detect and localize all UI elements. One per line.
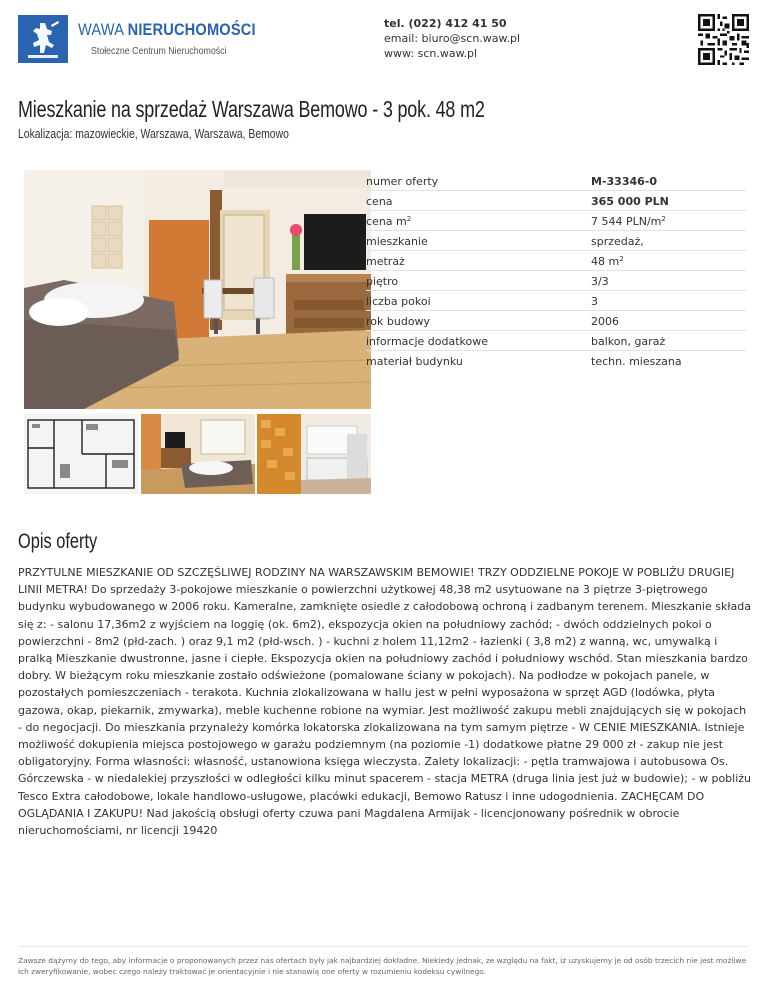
detail-row-floor [366, 271, 746, 291]
detail-value: techn. mieszana [591, 355, 682, 368]
detail-label: piętro [366, 275, 399, 288]
detail-row-offer-number [366, 171, 746, 191]
detail-value: 365 000 PLN [591, 195, 669, 208]
detail-row-additional-info [366, 331, 746, 351]
detail-value: 3 [591, 295, 598, 308]
thumbnail-kitchen[interactable] [257, 414, 371, 494]
detail-row-price [366, 191, 746, 211]
detail-label: rok budowy [366, 315, 431, 328]
detail-label: liczba pokoi [366, 295, 431, 308]
detail-label: cena [366, 195, 393, 208]
contact-email[interactable]: email: biuro@scn.waw.pl [384, 32, 521, 45]
contact-phone[interactable]: tel. (022) 412 41 50 [384, 17, 507, 30]
detail-value: 48 $m^2$ [591, 255, 624, 268]
detail-label: informacje dodatkowe [366, 335, 489, 348]
page-title: Mieszkanie na sprzedaż Warszawa Bemowo - 3 pok. 48 m2 [18, 96, 485, 122]
detail-row-rooms [366, 291, 746, 311]
thumbnail-floor-plan[interactable] [24, 414, 138, 494]
detail-value: sprzedaż, [591, 235, 644, 248]
brand-subtitle: Stołeczne Centrum Nieruchomości [91, 46, 227, 57]
footer-disclaimer: Zawsze dążymy do tego, aby informacje o proponowanych przez nas ofertach były jak najbardziej dokładne. Niekiedy jednak, ze względu na fakt, iż uzyskujemy je od osób trzecich nie jest możliwe ich zweryfikowanie, wobec czego należy traktować je orientacyjnie i nie stanowią one oferty w rozumieniu kodeksu cywilnego. [18, 946, 748, 977]
detail-value: 3/3 [591, 275, 609, 288]
detail-value: balkon, garaż [591, 335, 666, 348]
detail-label: cena $m^2$ [366, 215, 412, 228]
description-heading: Opis oferty [18, 530, 98, 553]
detail-value: 7 544 PLN/$m^2$ [591, 215, 666, 228]
contact-block [384, 16, 520, 61]
detail-label: metraż [366, 255, 405, 268]
logo-icon [18, 15, 68, 63]
detail-row-apartment [366, 231, 746, 251]
detail-row-building-material [366, 351, 746, 371]
detail-value: M-33346-0 [591, 175, 657, 188]
offer-details-table [366, 171, 746, 371]
location-line: Lokalizacja: mazowieckie, Warszawa, Warszawa, Bemowo [18, 126, 289, 141]
detail-value: 2006 [591, 315, 619, 328]
main-photo[interactable] [24, 170, 371, 409]
detail-label: numer oferty [366, 175, 439, 188]
detail-row-area [366, 251, 746, 271]
detail-label: mieszkanie [366, 235, 428, 248]
thumbnail-living-room[interactable] [141, 414, 255, 494]
qr-code-icon [698, 14, 749, 65]
brand-name: WAWA NIERUCHOMOŚCI [78, 20, 256, 39]
detail-row-year-built [366, 311, 746, 331]
contact-website[interactable]: www: scn.waw.pl [384, 47, 478, 60]
description-text: PRZYTULNE MIESZKANIE OD SZCZĘŚLIWEJ RODZINY NA WARSZAWSKIM BEMOWIE! TRZY ODDZIELNE POKOJE W POBLIŻU DRUGIEJ LINII METRA! Do sprzedaży 3-pokojowe mieszkanie o powierzchni użytkowej 48,38 m2 usytuowane na 3 piętrze 3-piętrowego budynku wybudowanego w 2006 roku. Kameralne, zamknięte osiedle z całodobową ochroną i zadbanym terenem. Mieszkanie składa się z: - salonu 17,36m2 z wyjściem na loggię (ok. 6m2), ekspozycja okien na południowy zachód; - dwóch oddzielnych pokoi o powierzchni - 8m2 (płd-zach. ) oraz 9,1 m2 (płd-wsch. ) - kuchni z holem 11,12m2 - łazienki ( 3,8 m2) z wanną, wc, umywalką i pralką Mieszkanie dwustronne, jasne i ciepłe. Ekspozycja okien na południowy zachód i południowy wschód. Stan mieszkania bardzo dobry. W bieżącym roku mieszkanie zostało odświeżone (pomalowane ściany w pokojach). Na podłodze w pokojach panele, w pozostałych pomieszczeniach - terakota. Kuchnia zlokalizowana w hallu jest w pełni wyposażona w sprzęt AGD (lodówka, płyta gazowa, okap, piekarnik, zmywarka), meble kuchenne robione na wymiar. Jest możliwość zakupu mebli znajdujących się w pokojach - do negocjacji. Do mieszkania przynależy komórka lokatorska zlokalizowana na tym samym piętrze - W CENIE MIESZKANIA. Istnieje możliwość dokupienia miejsca postojowego w garażu podziemnym (na poziomie -1) dodatkowe płatne 29 000 zł - zakup nie jest obligatoryjny. Forma własności: własność, ustanowiona księga wieczysta. Zalety lokalizacji: - pętla tramwajowa i autobusowa Os. Górczewska - w niedalekiej przyszłości w odległości kilku minut spacerem - stacja METRA (druga linia jest już w budowie); - w pobliżu Tesco Extra całodobowe, lokale handlowo-usługowe, placówki edukacji, Bemowo Ratusz i inne udogodnienia. ZACHĘCAM DO OGLĄDANIA I ZAKUPU! Nad jakością obsługi oferty czuwa pani Magdalena Armijak - licencjonowany pośrednik w obrocie nieruchomościami, nr licencji 19420 [18, 566, 752, 838]
detail-label: materiał budynku [366, 355, 463, 368]
detail-row-price-per-m2 [366, 211, 746, 231]
